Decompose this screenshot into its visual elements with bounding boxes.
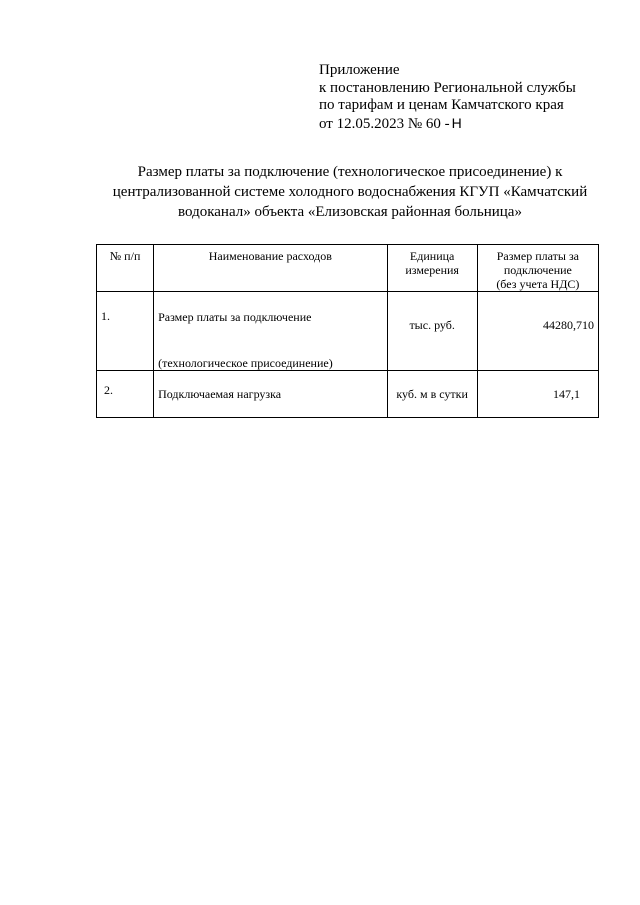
row-unit: тыс. руб. <box>409 318 455 332</box>
appendix-date-line <box>319 115 576 134</box>
table-row <box>97 292 599 371</box>
appendix-number-suffix: Н <box>451 114 462 131</box>
header-unit <box>387 245 477 292</box>
header-value-line-3: (без учета НДС) <box>496 277 580 291</box>
row-num-cell <box>97 371 154 418</box>
row-name-cell <box>154 292 387 371</box>
appendix-date-number: от 12.05.2023 № 60 - <box>319 115 450 132</box>
row-num: 1. <box>101 309 110 323</box>
row-unit-cell <box>387 371 477 418</box>
row-unit-cell <box>387 292 477 371</box>
fee-table <box>96 244 599 418</box>
row-unit: куб. м в сутки <box>396 387 468 401</box>
header-value-line-2: подключение <box>503 263 572 277</box>
row-value-cell <box>477 371 598 418</box>
appendix-authority-line: по тарифам и ценам Камчатского края <box>319 97 564 113</box>
header-unit-line-2: измерения <box>405 263 459 277</box>
appendix-resolution-line: к постановлению Региональной службы <box>319 79 576 96</box>
header-num: № п/п <box>97 245 154 292</box>
row-name-cell <box>154 371 387 418</box>
row-value: 44280,710 <box>543 318 594 332</box>
heading-line-1: Размер платы за подключение (технологическое присоединение) к <box>137 164 563 180</box>
row-name <box>158 310 386 370</box>
row-value: 147,1 <box>553 387 580 401</box>
appendix-block <box>319 62 576 133</box>
heading-line-3: водоканал» объекта «Елизовская районная больница» <box>178 204 522 220</box>
table-row <box>97 371 599 418</box>
table-header-row <box>97 245 599 292</box>
document-heading <box>95 162 605 222</box>
appendix-title: Приложение <box>319 62 400 78</box>
heading-line-2: централизованной системе холодного водоснабжения КГУП «Камчатский <box>112 184 588 200</box>
row-value-cell <box>477 292 598 371</box>
row-num: 2. <box>104 383 113 397</box>
row-name-line-1: Размер платы за подключение <box>158 310 312 324</box>
header-unit-line-1: Единица <box>409 249 455 263</box>
header-value-line-1: Размер платы за <box>496 249 580 263</box>
header-name: Наименование расходов <box>154 245 387 292</box>
row-num-cell <box>97 292 154 371</box>
row-name: Подключаемая нагрузка <box>158 387 282 401</box>
header-value <box>477 245 598 292</box>
row-name-line-2: (технологическое присоединение) <box>158 356 333 370</box>
